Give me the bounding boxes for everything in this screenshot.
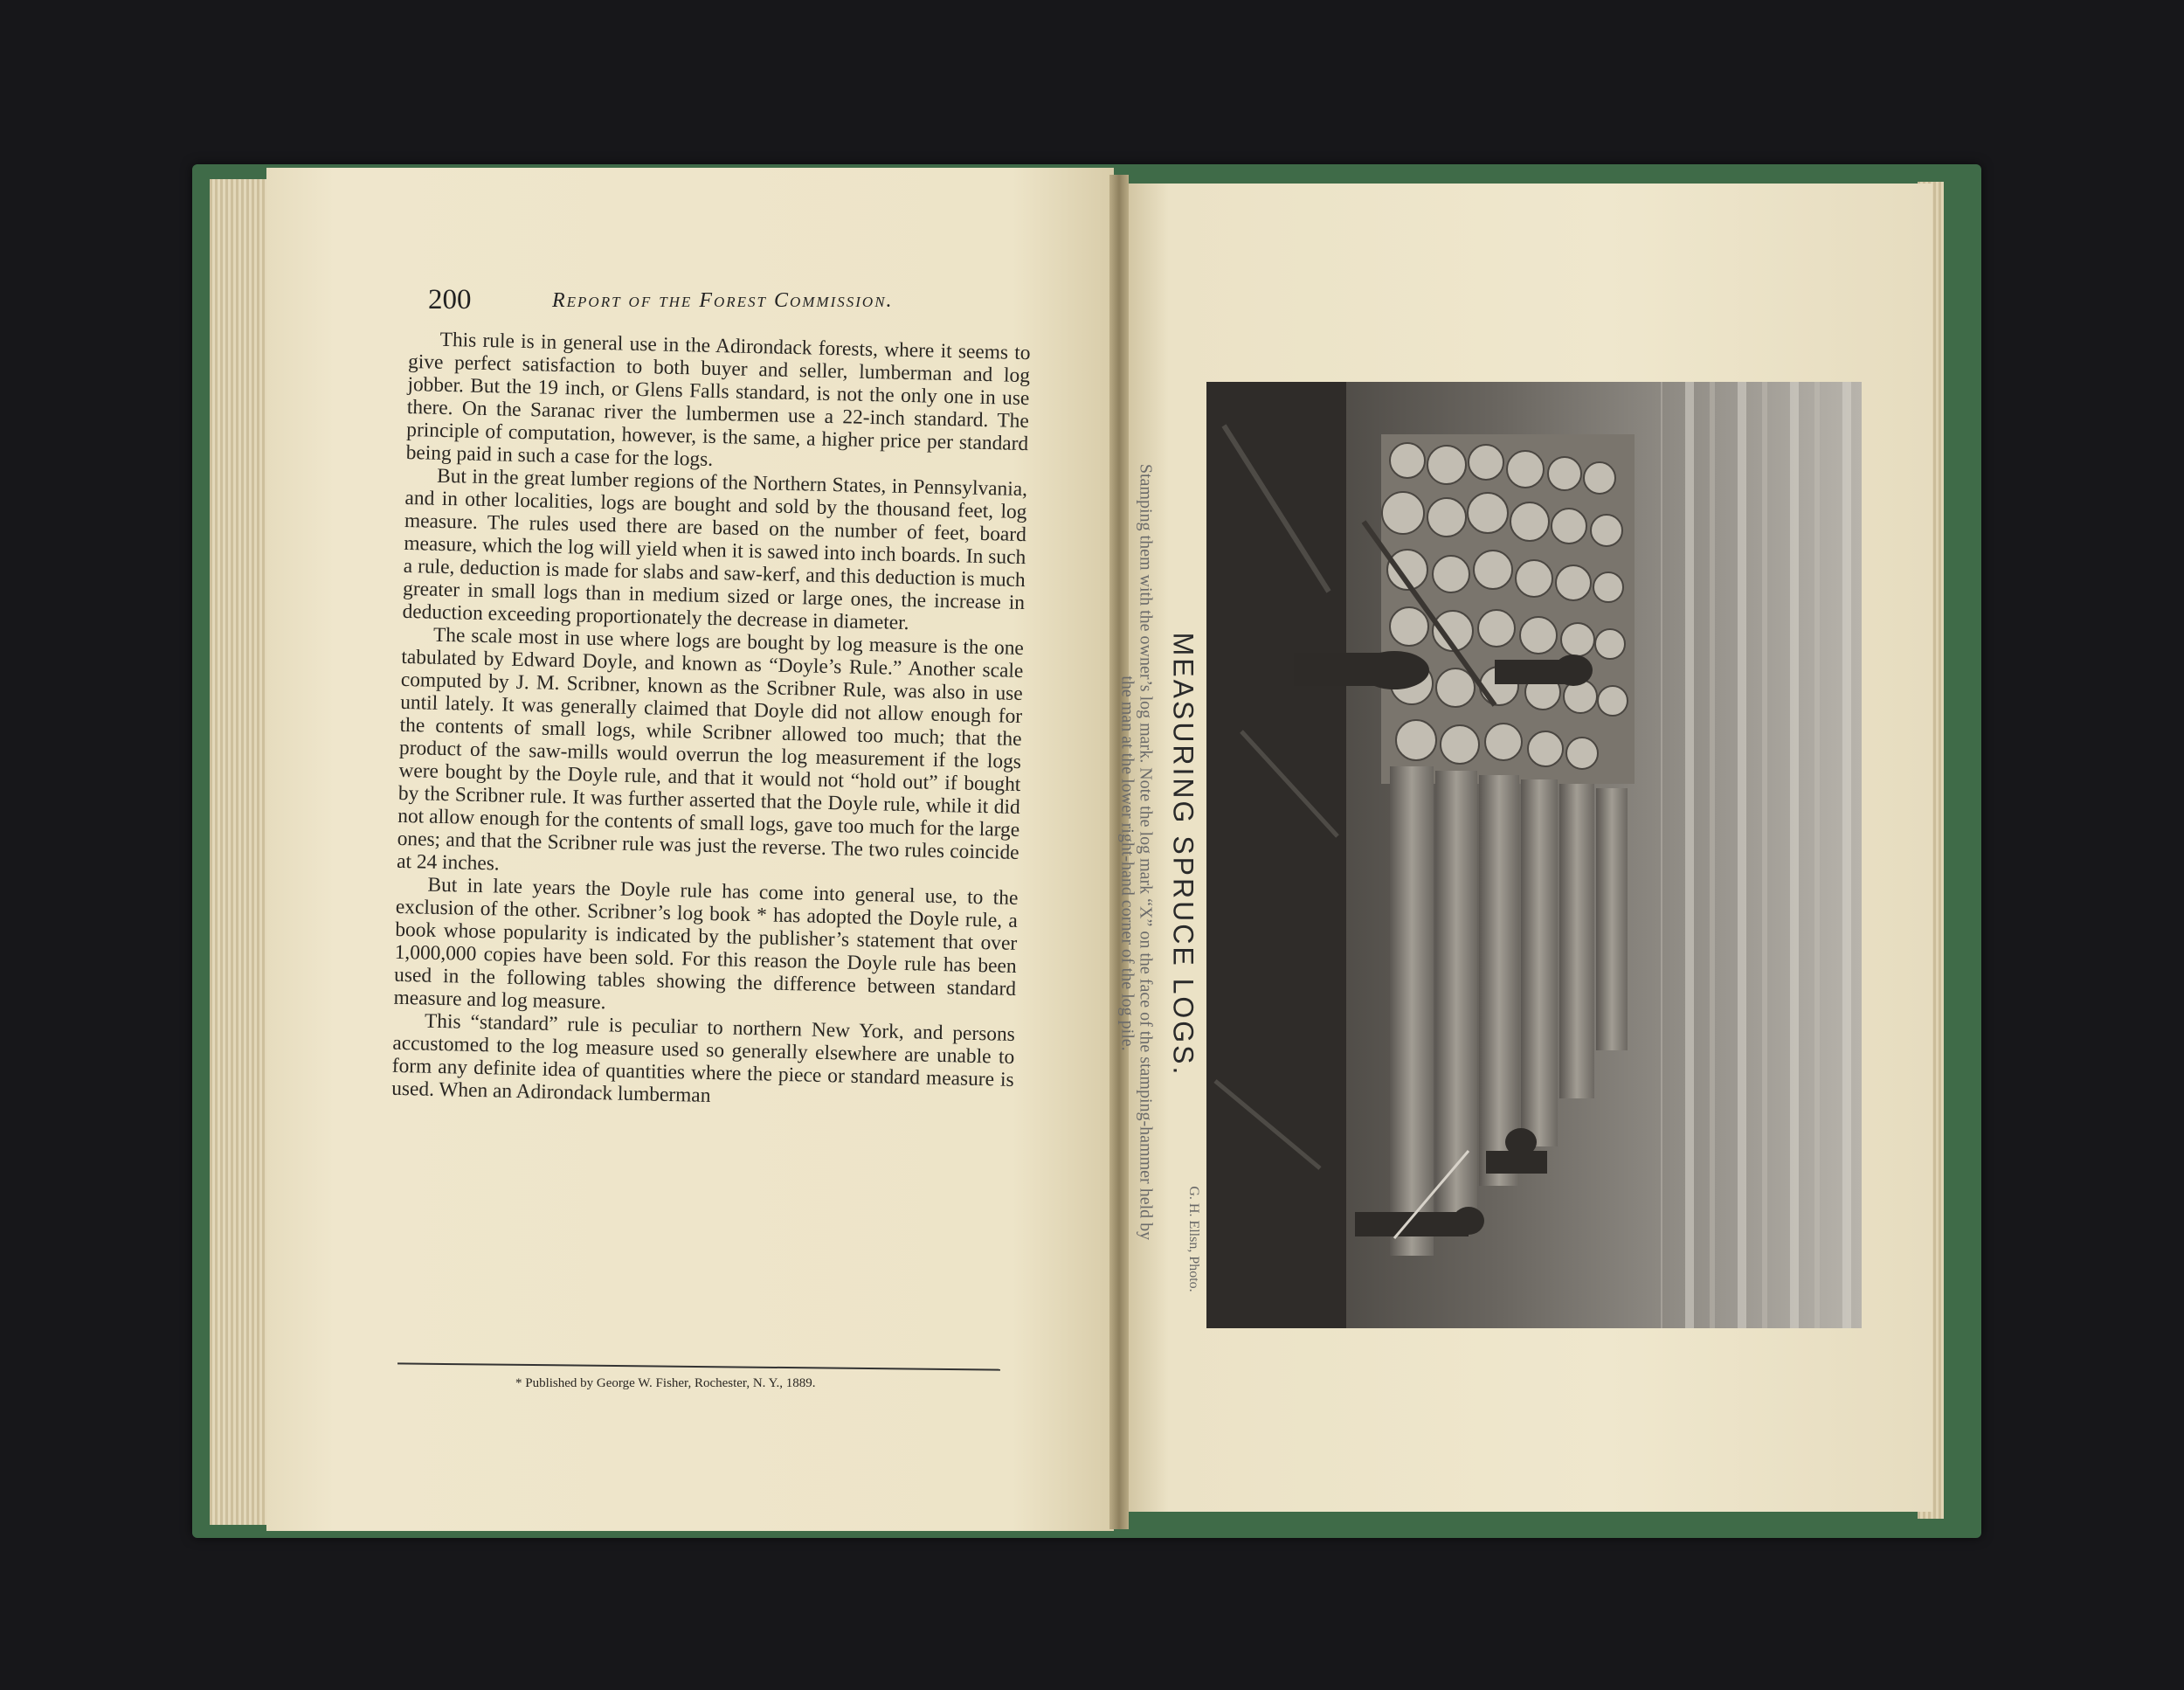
paragraph: But in late years the Doyle rule has come into general use, to the exclusion of the other. Scribner’s log book * has adopted the Doyle rule, a book whose popularity is indicated by the publisher’s statement that over 1,000,000 copies have been sold. For this reason the Doyle rule has been used in the following tables showing the difference between standard measure and log measure. xyxy=(393,873,1019,1015)
page-number: 200 xyxy=(428,284,472,315)
running-head xyxy=(428,284,1031,319)
plate-caption-line-1: Stamping them with the owner’s log mark. Note the log mark “X” on the face of the stamping-hammer held by xyxy=(1136,463,1156,1241)
running-title: Report of the Forest Commission. xyxy=(552,289,894,312)
footnote: * Published by George W. Fisher, Rochester, N. Y., 1889. xyxy=(515,1376,816,1390)
paragraph: This rule is in general use in the Adirondack forests, where it seems to give perfect satisfaction to both buyer and seller, lumberman and log jobber. But the 19 inch, or Glens Falls standard, is not the only one in use there. On the Saranac river the lumbermen use a 22-inch standard. The principle of computation, however, is the same, a higher price per standard being paid in such a case for the logs. xyxy=(405,328,1031,471)
log-ends xyxy=(1381,434,1635,784)
paragraph: The scale most in use where logs are bought by log measure is the one tabulated by Edward Doyle, and known as “Doyle’s Rule.” Another scale computed by J. M. Scribner, known as the Scribner Rule, was also in use until lately. It was generally claimed that Doyle did not allow enough for the contents of small logs, while Scribner allowed too much; that the product of the saw-mills would overrun the log measurement if the logs were bought by the Doyle rule, and that it would not “hold out” if bought by the Scribner rule. It was further asserted that the Doyle rule, while it did not allow enough for the contents of small logs, gave too much for the large ones; and that the Scribner rule was just the reverse. The two rules coincide at 24 inches. xyxy=(396,623,1025,876)
photograph-plate xyxy=(1206,382,1862,1328)
body-text xyxy=(391,328,1031,1114)
log-pile-photo xyxy=(1206,382,1862,1328)
plate-caption-line-2: the man at the lower right-hand corner of the log pile. xyxy=(1117,675,1137,1051)
paragraph: But in the great lumber regions of the Northern States, in Pennsylvania, and in other localities, logs are bought and sold by the thousand feet, log measure. The rules used there are based on the number of feet, board measure, which the log will yield when it is sawed into inch boards. In such a rule, deduction is made for slabs and saw-kerf, and this deduction is much greater in small logs than in medium sized or large ones, the increase in deduction exceeding proportionately the decrease in diameter. xyxy=(402,464,1028,635)
plate-title: MEASURING SPRUCE LOGS. xyxy=(1167,632,1199,1077)
photo-credit: G. H. Ellsn, Photo. xyxy=(1186,1186,1201,1292)
paragraph: This “standard” rule is peculiar to northern New York, and persons accustomed to the log measure used so generally elsewhere are unable to form any definite idea of quantities where the piece or standard measure is used. When an Adirondack lumberman xyxy=(390,1009,1016,1108)
